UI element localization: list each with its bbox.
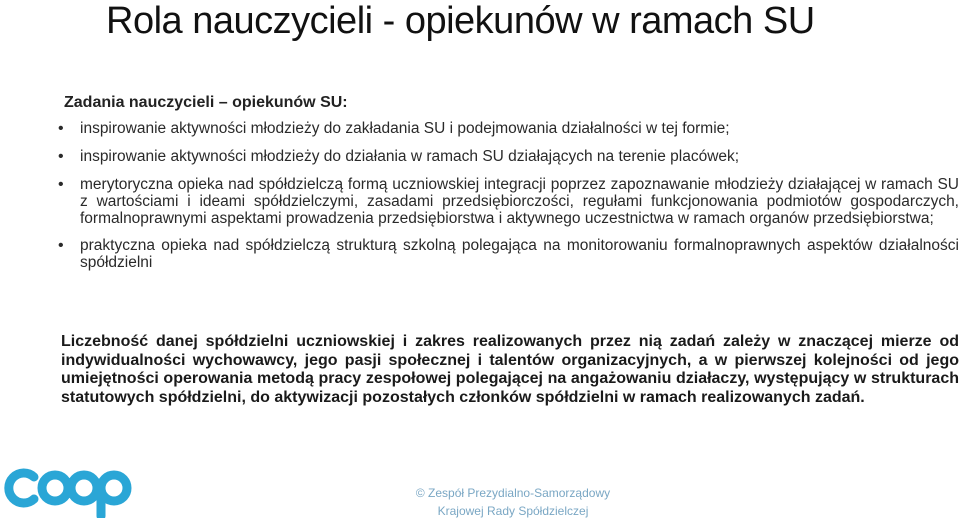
- list-item: [56, 237, 959, 271]
- list-item-text: inspirowanie aktywności młodzieży do zakładania SU i podejmowania działalności w tej formie;: [80, 120, 730, 137]
- tasks-subtitle: Zadania nauczycieli – opiekunów SU:: [64, 94, 348, 111]
- logo-c-shape: [9, 473, 34, 503]
- footer-line-2: Krajowej Rady Spółdzielczej: [437, 504, 589, 518]
- bullet-icon: •: [58, 120, 64, 137]
- list-item: [56, 148, 959, 166]
- coop-logo-icon: [4, 458, 134, 518]
- footer-line-1: © Zespół Prezydialno-Samorządowy: [415, 486, 611, 500]
- bullet-icon: •: [58, 176, 64, 193]
- logo-o1-shape: [42, 475, 68, 501]
- list-item-text: inspirowanie aktywności młodzieży do działania w ramach SU działających na terenie placówek;: [80, 148, 740, 165]
- summary-paragraph: Liczebność danej spółdzielni uczniowskiej i zakres realizowanych przez nią zadań zależy w znaczącej mierze od indywidualności wychowawcy, jego pasji społecznej i talentów organizacyjnych, a w pierwszej kolejności od jego umiejętności operowania metodą pracy zespołowej polegającej na angażowaniu działaczy, występujący w strukturach statutowych spółdzielni, do aktywizacji pozostałych członków spółdzielni w ramach realizowanych zadań.: [61, 333, 959, 406]
- bullet-icon: •: [58, 237, 64, 254]
- list-item: [56, 120, 959, 138]
- list-item-text: merytoryczna opieka nad spółdzielczą formą uczniowskiej integracji poprzez zapoznawanie młodzieży działającej w ramach SU z wartościami i ideami spółdzielczymi, zasadami przedsiębiorczości, regułami funkcjonowania podmiotów gospodarczych, formalnoprawnymi aspektami prowadzenia przedsiębiorstwa i aktywnego uczestnictwa w ramach organów przedsiębiorstwa;: [80, 176, 959, 227]
- slide-title: Rola nauczycieli - opiekunów w ramach SU: [106, 0, 815, 42]
- list-item-text: praktyczna opieka nad spółdzielczą strukturą szkolną polegająca na monitorowaniu formalnoprawnych aspektów działalności spółdzielni: [80, 237, 959, 271]
- bullet-icon: •: [58, 148, 64, 165]
- tasks-list: [56, 120, 959, 281]
- logo-o2-shape: [71, 475, 97, 501]
- list-item: [56, 176, 959, 227]
- footer-copyright: [388, 484, 638, 520]
